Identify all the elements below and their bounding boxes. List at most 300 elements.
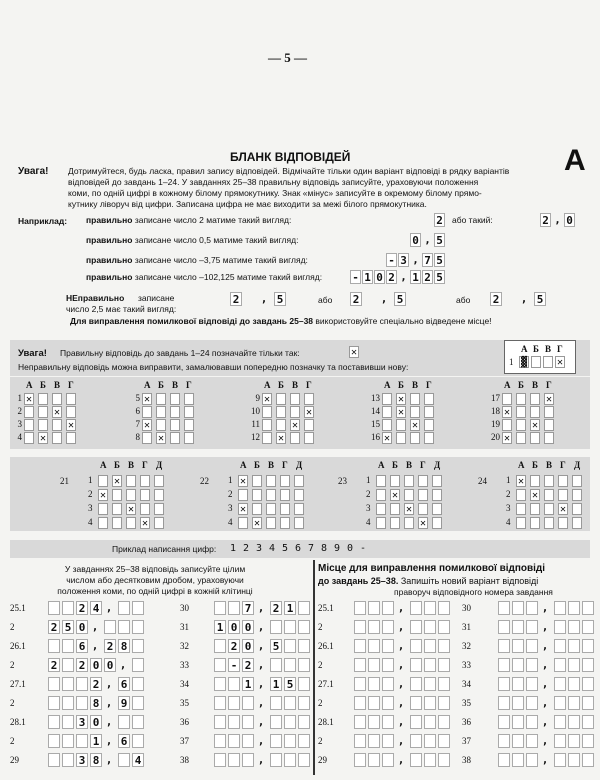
correction-cell[interactable]: [512, 696, 524, 710]
answer-checkbox[interactable]: [544, 517, 554, 529]
correction-cell[interactable]: [368, 620, 380, 634]
answer-cell[interactable]: [284, 734, 296, 748]
correction-cell[interactable]: [410, 715, 422, 729]
answer-checkbox[interactable]: ✕: [411, 420, 419, 431]
answer-checkbox[interactable]: ✕: [239, 504, 247, 515]
answer-cell[interactable]: [270, 734, 282, 748]
answer-cell[interactable]: [214, 658, 226, 672]
answer-checkbox[interactable]: [280, 503, 290, 515]
answer-checkbox[interactable]: [52, 393, 62, 405]
answer-cell[interactable]: 3: [76, 715, 88, 729]
answer-checkbox[interactable]: [66, 393, 76, 405]
correction-cell[interactable]: [526, 696, 538, 710]
correction-cell[interactable]: [568, 601, 580, 615]
correction-cell[interactable]: [368, 734, 380, 748]
answer-cell[interactable]: [298, 696, 310, 710]
example-cell[interactable]: 0: [410, 233, 421, 247]
correction-cell[interactable]: [382, 715, 394, 729]
answer-checkbox[interactable]: [140, 489, 150, 501]
answer-checkbox[interactable]: [290, 393, 300, 405]
answer-checkbox[interactable]: [262, 406, 272, 418]
example-cell[interactable]: -: [350, 270, 361, 284]
answer-checkbox[interactable]: ✕: [127, 504, 135, 515]
answer-cell[interactable]: [132, 734, 144, 748]
answer-cell[interactable]: 4: [90, 601, 102, 615]
answer-checkbox[interactable]: ✕: [277, 433, 285, 444]
answer-cell[interactable]: 0: [90, 715, 102, 729]
answer-checkbox[interactable]: [24, 406, 34, 418]
answer-checkbox[interactable]: [376, 517, 386, 529]
correction-cell[interactable]: [382, 658, 394, 672]
answer-checkbox[interactable]: ✕: [157, 433, 165, 444]
answer-checkbox[interactable]: [558, 475, 568, 487]
correction-cell[interactable]: [512, 601, 524, 615]
correction-cell[interactable]: [424, 620, 436, 634]
answer-cell[interactable]: [62, 753, 74, 767]
answer-checkbox[interactable]: [252, 489, 262, 501]
answer-cell[interactable]: 9: [118, 696, 130, 710]
answer-checkbox[interactable]: [24, 419, 34, 431]
correction-cell[interactable]: [582, 753, 594, 767]
answer-cell[interactable]: [298, 620, 310, 634]
answer-cell[interactable]: 1: [90, 734, 102, 748]
answer-cell[interactable]: [298, 753, 310, 767]
correction-cell[interactable]: [382, 753, 394, 767]
answer-cell[interactable]: [298, 639, 310, 653]
correction-cell[interactable]: [354, 620, 366, 634]
answer-checkbox[interactable]: [432, 489, 442, 501]
answer-cell[interactable]: [284, 658, 296, 672]
answer-checkbox[interactable]: [390, 503, 400, 515]
answer-cell[interactable]: [48, 734, 60, 748]
correction-cell[interactable]: [498, 601, 510, 615]
answer-checkbox[interactable]: [530, 475, 540, 487]
answer-checkbox[interactable]: [156, 393, 166, 405]
answer-cell[interactable]: 2: [228, 639, 240, 653]
answer-cell[interactable]: 8: [90, 696, 102, 710]
answer-cell[interactable]: 0: [104, 658, 116, 672]
correction-cell[interactable]: [424, 715, 436, 729]
answer-checkbox[interactable]: [252, 503, 262, 515]
answer-checkbox[interactable]: [432, 517, 442, 529]
answer-cell[interactable]: [228, 601, 240, 615]
answer-checkbox[interactable]: [544, 475, 554, 487]
correction-cell[interactable]: [382, 601, 394, 615]
answer-checkbox[interactable]: [52, 419, 62, 431]
answer-cell[interactable]: [62, 658, 74, 672]
answer-cell[interactable]: [298, 677, 310, 691]
answer-cell[interactable]: 2: [76, 601, 88, 615]
answer-checkbox[interactable]: [516, 406, 526, 418]
answer-checkbox[interactable]: [544, 503, 554, 515]
correction-cell[interactable]: [424, 677, 436, 691]
answer-checkbox[interactable]: [544, 489, 554, 501]
correction-cell[interactable]: [554, 734, 566, 748]
answer-cell[interactable]: [298, 658, 310, 672]
answer-checkbox[interactable]: ✕: [53, 407, 61, 418]
answer-checkbox[interactable]: [170, 432, 180, 444]
answer-checkbox[interactable]: [66, 406, 76, 418]
answer-cell[interactable]: [298, 715, 310, 729]
answer-checkbox[interactable]: [530, 517, 540, 529]
answer-checkbox[interactable]: [304, 432, 314, 444]
correction-cell[interactable]: [554, 677, 566, 691]
answer-checkbox[interactable]: [184, 419, 194, 431]
answer-checkbox[interactable]: ✕: [397, 407, 405, 418]
example-alt-cell[interactable]: ,: [554, 213, 561, 226]
example-cell[interactable]: 7: [422, 253, 433, 267]
correction-cell[interactable]: [410, 620, 422, 634]
answer-checkbox[interactable]: [382, 406, 392, 418]
answer-cell[interactable]: 3: [76, 753, 88, 767]
answer-cell[interactable]: 1: [270, 677, 282, 691]
correction-cell[interactable]: [354, 601, 366, 615]
correction-cell[interactable]: [368, 639, 380, 653]
correction-cell[interactable]: [512, 639, 524, 653]
correction-cell[interactable]: [498, 677, 510, 691]
answer-cell[interactable]: [62, 734, 74, 748]
answer-checkbox[interactable]: ✕: [503, 433, 511, 444]
answer-checkbox[interactable]: [376, 475, 386, 487]
answer-cell[interactable]: [270, 753, 282, 767]
answer-checkbox[interactable]: [382, 393, 392, 405]
answer-checkbox[interactable]: [304, 393, 314, 405]
answer-checkbox[interactable]: [184, 406, 194, 418]
correction-cell[interactable]: [438, 658, 450, 672]
answer-cell[interactable]: 4: [132, 753, 144, 767]
answer-cell[interactable]: 6: [118, 734, 130, 748]
correction-cell[interactable]: [498, 696, 510, 710]
answer-checkbox[interactable]: [516, 432, 526, 444]
answer-checkbox[interactable]: ✕: [263, 394, 271, 405]
answer-checkbox[interactable]: [140, 475, 150, 487]
answer-checkbox[interactable]: [530, 503, 540, 515]
answer-cell[interactable]: [132, 639, 144, 653]
correction-cell[interactable]: [368, 715, 380, 729]
answer-cell[interactable]: [214, 601, 226, 615]
answer-checkbox[interactable]: [424, 432, 434, 444]
answer-cell[interactable]: [48, 601, 60, 615]
answer-checkbox[interactable]: ✕: [397, 394, 405, 405]
answer-cell[interactable]: [132, 658, 144, 672]
answer-checkbox[interactable]: [38, 393, 48, 405]
correction-cell[interactable]: [554, 658, 566, 672]
answer-cell[interactable]: [62, 696, 74, 710]
correction-cell[interactable]: [526, 677, 538, 691]
answer-cell[interactable]: [132, 601, 144, 615]
correction-cell[interactable]: [382, 677, 394, 691]
correction-cell[interactable]: [526, 601, 538, 615]
answer-cell[interactable]: [48, 677, 60, 691]
answer-checkbox[interactable]: ✕: [25, 394, 33, 405]
answer-checkbox[interactable]: ✕: [503, 407, 511, 418]
answer-checkbox[interactable]: [262, 419, 272, 431]
example-cell[interactable]: 5: [434, 270, 445, 284]
answer-checkbox[interactable]: [530, 432, 540, 444]
answer-cell[interactable]: [228, 753, 240, 767]
correction-cell[interactable]: [568, 734, 580, 748]
example-alt-cell[interactable]: 2: [540, 213, 551, 227]
correction-cell[interactable]: [526, 715, 538, 729]
correction-cell[interactable]: [512, 734, 524, 748]
correction-cell[interactable]: [582, 639, 594, 653]
answer-cell[interactable]: [62, 677, 74, 691]
answer-checkbox[interactable]: [502, 393, 512, 405]
correction-cell[interactable]: [410, 601, 422, 615]
correction-cell[interactable]: [368, 601, 380, 615]
answer-checkbox[interactable]: ✕: [517, 476, 525, 487]
answer-checkbox[interactable]: [140, 503, 150, 515]
answer-checkbox[interactable]: [516, 517, 526, 529]
correction-cell[interactable]: [354, 677, 366, 691]
answer-cell[interactable]: [132, 696, 144, 710]
answer-cell[interactable]: [298, 601, 310, 615]
correction-cell[interactable]: [498, 715, 510, 729]
answer-checkbox[interactable]: [238, 517, 248, 529]
answer-checkbox[interactable]: [390, 475, 400, 487]
answer-cell[interactable]: [214, 753, 226, 767]
answer-checkbox[interactable]: [154, 489, 164, 501]
answer-checkbox[interactable]: [404, 475, 414, 487]
answer-checkbox[interactable]: [276, 393, 286, 405]
correction-cell[interactable]: [526, 620, 538, 634]
answer-checkbox[interactable]: ✕: [141, 518, 149, 529]
answer-checkbox[interactable]: [558, 489, 568, 501]
correction-cell[interactable]: [568, 715, 580, 729]
answer-cell[interactable]: [214, 677, 226, 691]
answer-cell[interactable]: [104, 620, 116, 634]
correction-cell[interactable]: [438, 620, 450, 634]
answer-cell[interactable]: 7: [242, 601, 254, 615]
answer-checkbox[interactable]: [170, 419, 180, 431]
answer-checkbox[interactable]: [126, 489, 136, 501]
answer-checkbox[interactable]: [424, 393, 434, 405]
answer-checkbox[interactable]: [544, 432, 554, 444]
example-cell[interactable]: ,: [412, 253, 419, 266]
correction-cell[interactable]: [382, 620, 394, 634]
answer-cell[interactable]: 5: [62, 620, 74, 634]
answer-cell[interactable]: 0: [242, 639, 254, 653]
answer-checkbox[interactable]: [142, 406, 152, 418]
answer-checkbox[interactable]: [544, 419, 554, 431]
answer-checkbox[interactable]: [280, 517, 290, 529]
correction-cell[interactable]: [526, 639, 538, 653]
correction-cell[interactable]: [568, 658, 580, 672]
correction-cell[interactable]: [498, 658, 510, 672]
answer-checkbox[interactable]: [294, 475, 304, 487]
answer-checkbox[interactable]: [266, 517, 276, 529]
correction-cell[interactable]: [354, 753, 366, 767]
answer-checkbox[interactable]: [112, 489, 122, 501]
answer-checkbox[interactable]: [432, 503, 442, 515]
answer-cell[interactable]: 6: [76, 639, 88, 653]
correction-cell[interactable]: [526, 753, 538, 767]
answer-checkbox[interactable]: [410, 406, 420, 418]
answer-checkbox[interactable]: [404, 517, 414, 529]
answer-cell[interactable]: 2: [76, 658, 88, 672]
correction-cell[interactable]: [424, 753, 436, 767]
answer-checkbox[interactable]: [156, 419, 166, 431]
answer-cell[interactable]: [76, 734, 88, 748]
answer-cell[interactable]: [270, 696, 282, 710]
correction-cell[interactable]: [424, 658, 436, 672]
answer-cell[interactable]: [242, 734, 254, 748]
answer-checkbox[interactable]: [184, 432, 194, 444]
answer-checkbox[interactable]: ✕: [559, 504, 567, 515]
answer-cell[interactable]: [76, 677, 88, 691]
correction-cell[interactable]: [582, 601, 594, 615]
answer-checkbox[interactable]: [572, 489, 582, 501]
answer-checkbox[interactable]: [266, 489, 276, 501]
answer-cell[interactable]: 5: [284, 677, 296, 691]
correction-cell[interactable]: [368, 677, 380, 691]
correction-cell[interactable]: [582, 620, 594, 634]
answer-cell[interactable]: [270, 620, 282, 634]
correction-cell[interactable]: [438, 696, 450, 710]
answer-cell[interactable]: [284, 715, 296, 729]
correction-cell[interactable]: [410, 753, 422, 767]
correction-cell[interactable]: [568, 696, 580, 710]
answer-checkbox[interactable]: [516, 503, 526, 515]
correction-cell[interactable]: [554, 639, 566, 653]
answer-checkbox[interactable]: [502, 419, 512, 431]
answer-checkbox[interactable]: [280, 489, 290, 501]
correction-cell[interactable]: [498, 753, 510, 767]
answer-checkbox[interactable]: [572, 503, 582, 515]
answer-checkbox[interactable]: [418, 475, 428, 487]
answer-checkbox[interactable]: [184, 393, 194, 405]
answer-cell[interactable]: 0: [90, 658, 102, 672]
correction-cell[interactable]: [354, 639, 366, 653]
answer-cell[interactable]: [48, 753, 60, 767]
correction-cell[interactable]: [424, 696, 436, 710]
answer-checkbox[interactable]: [572, 475, 582, 487]
answer-cell[interactable]: [228, 734, 240, 748]
answer-checkbox[interactable]: [238, 489, 248, 501]
correction-cell[interactable]: [512, 620, 524, 634]
answer-checkbox[interactable]: ✕: [291, 420, 299, 431]
answer-checkbox[interactable]: ✕: [253, 518, 261, 529]
answer-checkbox[interactable]: [294, 489, 304, 501]
answer-cell[interactable]: [62, 601, 74, 615]
answer-cell[interactable]: [132, 620, 144, 634]
answer-checkbox[interactable]: [154, 517, 164, 529]
correction-cell[interactable]: [568, 753, 580, 767]
example-cell[interactable]: 1: [410, 270, 421, 284]
correction-cell[interactable]: [568, 677, 580, 691]
answer-checkbox[interactable]: [424, 406, 434, 418]
answer-cell[interactable]: [242, 696, 254, 710]
answer-checkbox[interactable]: [424, 419, 434, 431]
correction-cell[interactable]: [354, 696, 366, 710]
correction-cell[interactable]: [410, 639, 422, 653]
answer-checkbox[interactable]: [266, 475, 276, 487]
answer-checkbox[interactable]: [98, 503, 108, 515]
correction-cell[interactable]: [438, 601, 450, 615]
correction-cell[interactable]: [582, 715, 594, 729]
answer-cell[interactable]: [228, 696, 240, 710]
answer-cell[interactable]: [48, 715, 60, 729]
answer-checkbox[interactable]: [170, 406, 180, 418]
correction-cell[interactable]: [526, 658, 538, 672]
answer-checkbox[interactable]: [418, 503, 428, 515]
correction-cell[interactable]: [410, 658, 422, 672]
answer-checkbox[interactable]: [276, 406, 286, 418]
answer-checkbox[interactable]: [396, 432, 406, 444]
answer-checkbox[interactable]: [38, 419, 48, 431]
answer-cell[interactable]: [76, 696, 88, 710]
correction-cell[interactable]: [582, 696, 594, 710]
answer-checkbox[interactable]: [404, 489, 414, 501]
answer-checkbox[interactable]: [126, 517, 136, 529]
correction-cell[interactable]: [438, 715, 450, 729]
correction-cell[interactable]: [424, 734, 436, 748]
answer-cell[interactable]: 2: [242, 658, 254, 672]
answer-checkbox[interactable]: ✕: [383, 433, 391, 444]
answer-cell[interactable]: 2: [90, 677, 102, 691]
correction-cell[interactable]: [568, 639, 580, 653]
correction-cell[interactable]: [568, 620, 580, 634]
answer-checkbox[interactable]: ✕: [531, 490, 539, 501]
answer-cell[interactable]: [242, 715, 254, 729]
answer-checkbox[interactable]: [170, 393, 180, 405]
answer-cell[interactable]: [132, 677, 144, 691]
answer-checkbox[interactable]: [156, 406, 166, 418]
example-cell[interactable]: ,: [400, 270, 407, 283]
answer-checkbox[interactable]: [98, 475, 108, 487]
answer-cell[interactable]: [214, 696, 226, 710]
answer-cell[interactable]: [214, 734, 226, 748]
correction-cell[interactable]: [554, 696, 566, 710]
answer-checkbox[interactable]: ✕: [419, 518, 427, 529]
answer-cell[interactable]: 8: [118, 639, 130, 653]
answer-checkbox[interactable]: [382, 419, 392, 431]
answer-cell[interactable]: [284, 639, 296, 653]
correction-cell[interactable]: [424, 601, 436, 615]
correction-cell[interactable]: [368, 696, 380, 710]
answer-checkbox[interactable]: [290, 432, 300, 444]
answer-cell[interactable]: [48, 696, 60, 710]
answer-checkbox[interactable]: [290, 406, 300, 418]
answer-checkbox[interactable]: [410, 393, 420, 405]
correction-cell[interactable]: [512, 715, 524, 729]
correction-cell[interactable]: [498, 639, 510, 653]
answer-checkbox[interactable]: ✕: [239, 476, 247, 487]
answer-cell[interactable]: 2: [104, 639, 116, 653]
correction-cell[interactable]: [526, 734, 538, 748]
correction-cell[interactable]: [512, 753, 524, 767]
answer-checkbox[interactable]: ✕: [545, 394, 553, 405]
answer-cell[interactable]: 8: [90, 753, 102, 767]
answer-cell[interactable]: 1: [214, 620, 226, 634]
answer-checkbox[interactable]: ✕: [405, 504, 413, 515]
answer-checkbox[interactable]: [376, 489, 386, 501]
answer-checkbox[interactable]: ✕: [113, 476, 121, 487]
answer-checkbox[interactable]: [544, 406, 554, 418]
answer-cell[interactable]: [270, 658, 282, 672]
answer-cell[interactable]: [242, 753, 254, 767]
correction-cell[interactable]: [424, 639, 436, 653]
answer-checkbox[interactable]: [142, 432, 152, 444]
answer-checkbox[interactable]: [294, 503, 304, 515]
answer-cell[interactable]: [118, 715, 130, 729]
answer-cell[interactable]: [298, 734, 310, 748]
correction-cell[interactable]: [410, 677, 422, 691]
answer-checkbox[interactable]: [410, 432, 420, 444]
correction-cell[interactable]: [368, 658, 380, 672]
answer-checkbox[interactable]: ✕: [143, 394, 151, 405]
example-cell[interactable]: 2: [386, 270, 397, 284]
